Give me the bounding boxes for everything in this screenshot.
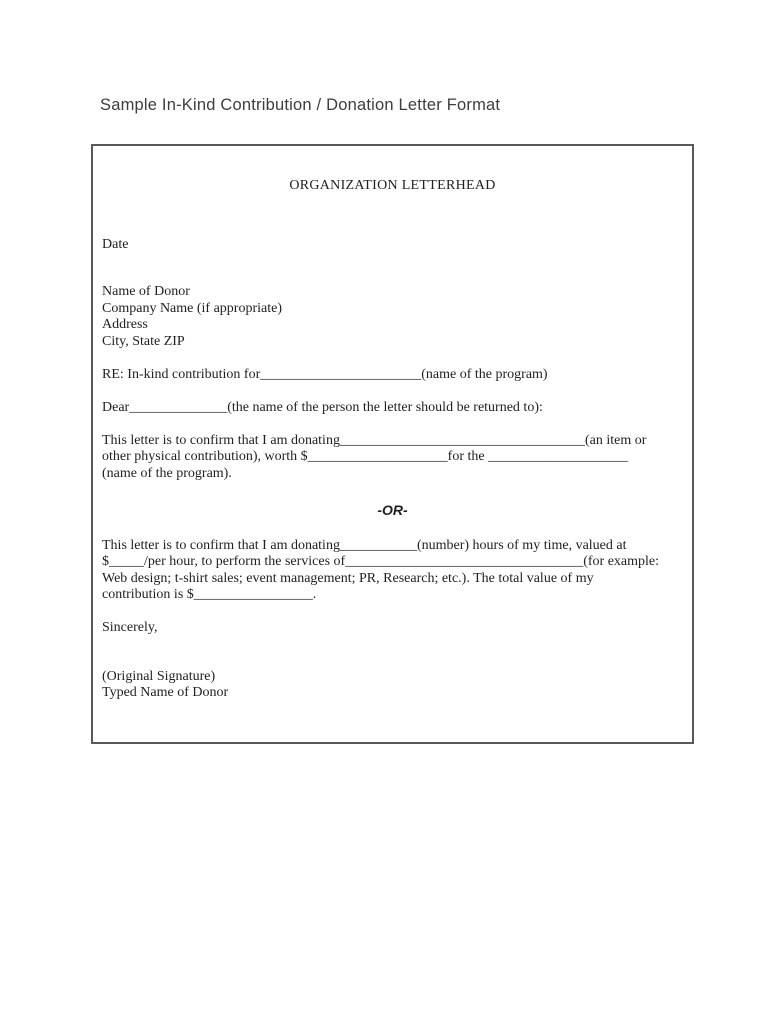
paragraph-line: This letter is to confirm that I am donating___________(number) hours of my time, valued at	[102, 537, 627, 553]
paragraph-line: This letter is to confirm that I am donating___________________________________(an item or	[102, 432, 647, 448]
signature-block	[102, 669, 683, 702]
original-signature-line: (Original Signature)	[102, 668, 216, 684]
donor-name-line: Name of Donor	[102, 284, 190, 299]
salutation-line: Dear______________(the name of the person the letter should be returned to):	[102, 399, 543, 415]
donor-company-line: Company Name (if appropriate)	[102, 300, 282, 316]
paragraph-line: Web design; t-shirt sales; event management; PR, Research; etc.). The total value of my	[102, 570, 594, 586]
typed-name-line: Typed Name of Donor	[102, 685, 229, 700]
paragraph-line: (name of the program).	[102, 465, 232, 481]
paragraph-line: other physical contribution), worth $____________________for the ____________________	[102, 449, 629, 464]
donor-city-state-zip-line: City, State ZIP	[102, 333, 185, 349]
letterhead-title: ORGANIZATION LETTERHEAD	[289, 178, 496, 193]
paragraph-line: $_____/per hour, to perform the services of__________________________________(for example:	[102, 554, 659, 569]
date-line: Date	[102, 236, 129, 252]
paragraph-line: contribution is $_________________.	[102, 587, 317, 602]
page-title: Sample In-Kind Contribution / Donation Letter Format	[100, 96, 501, 114]
body-paragraph-time-donation	[102, 538, 683, 604]
closing-line: Sincerely,	[102, 619, 158, 635]
body-paragraph-item-donation	[102, 433, 683, 483]
donor-address-block	[102, 284, 683, 350]
letter-template-box	[91, 144, 694, 744]
re-subject-line: RE: In-kind contribution for_______________________(name of the program)	[102, 366, 548, 382]
donor-address-line: Address	[102, 317, 148, 332]
or-divider: -OR-	[377, 502, 408, 518]
